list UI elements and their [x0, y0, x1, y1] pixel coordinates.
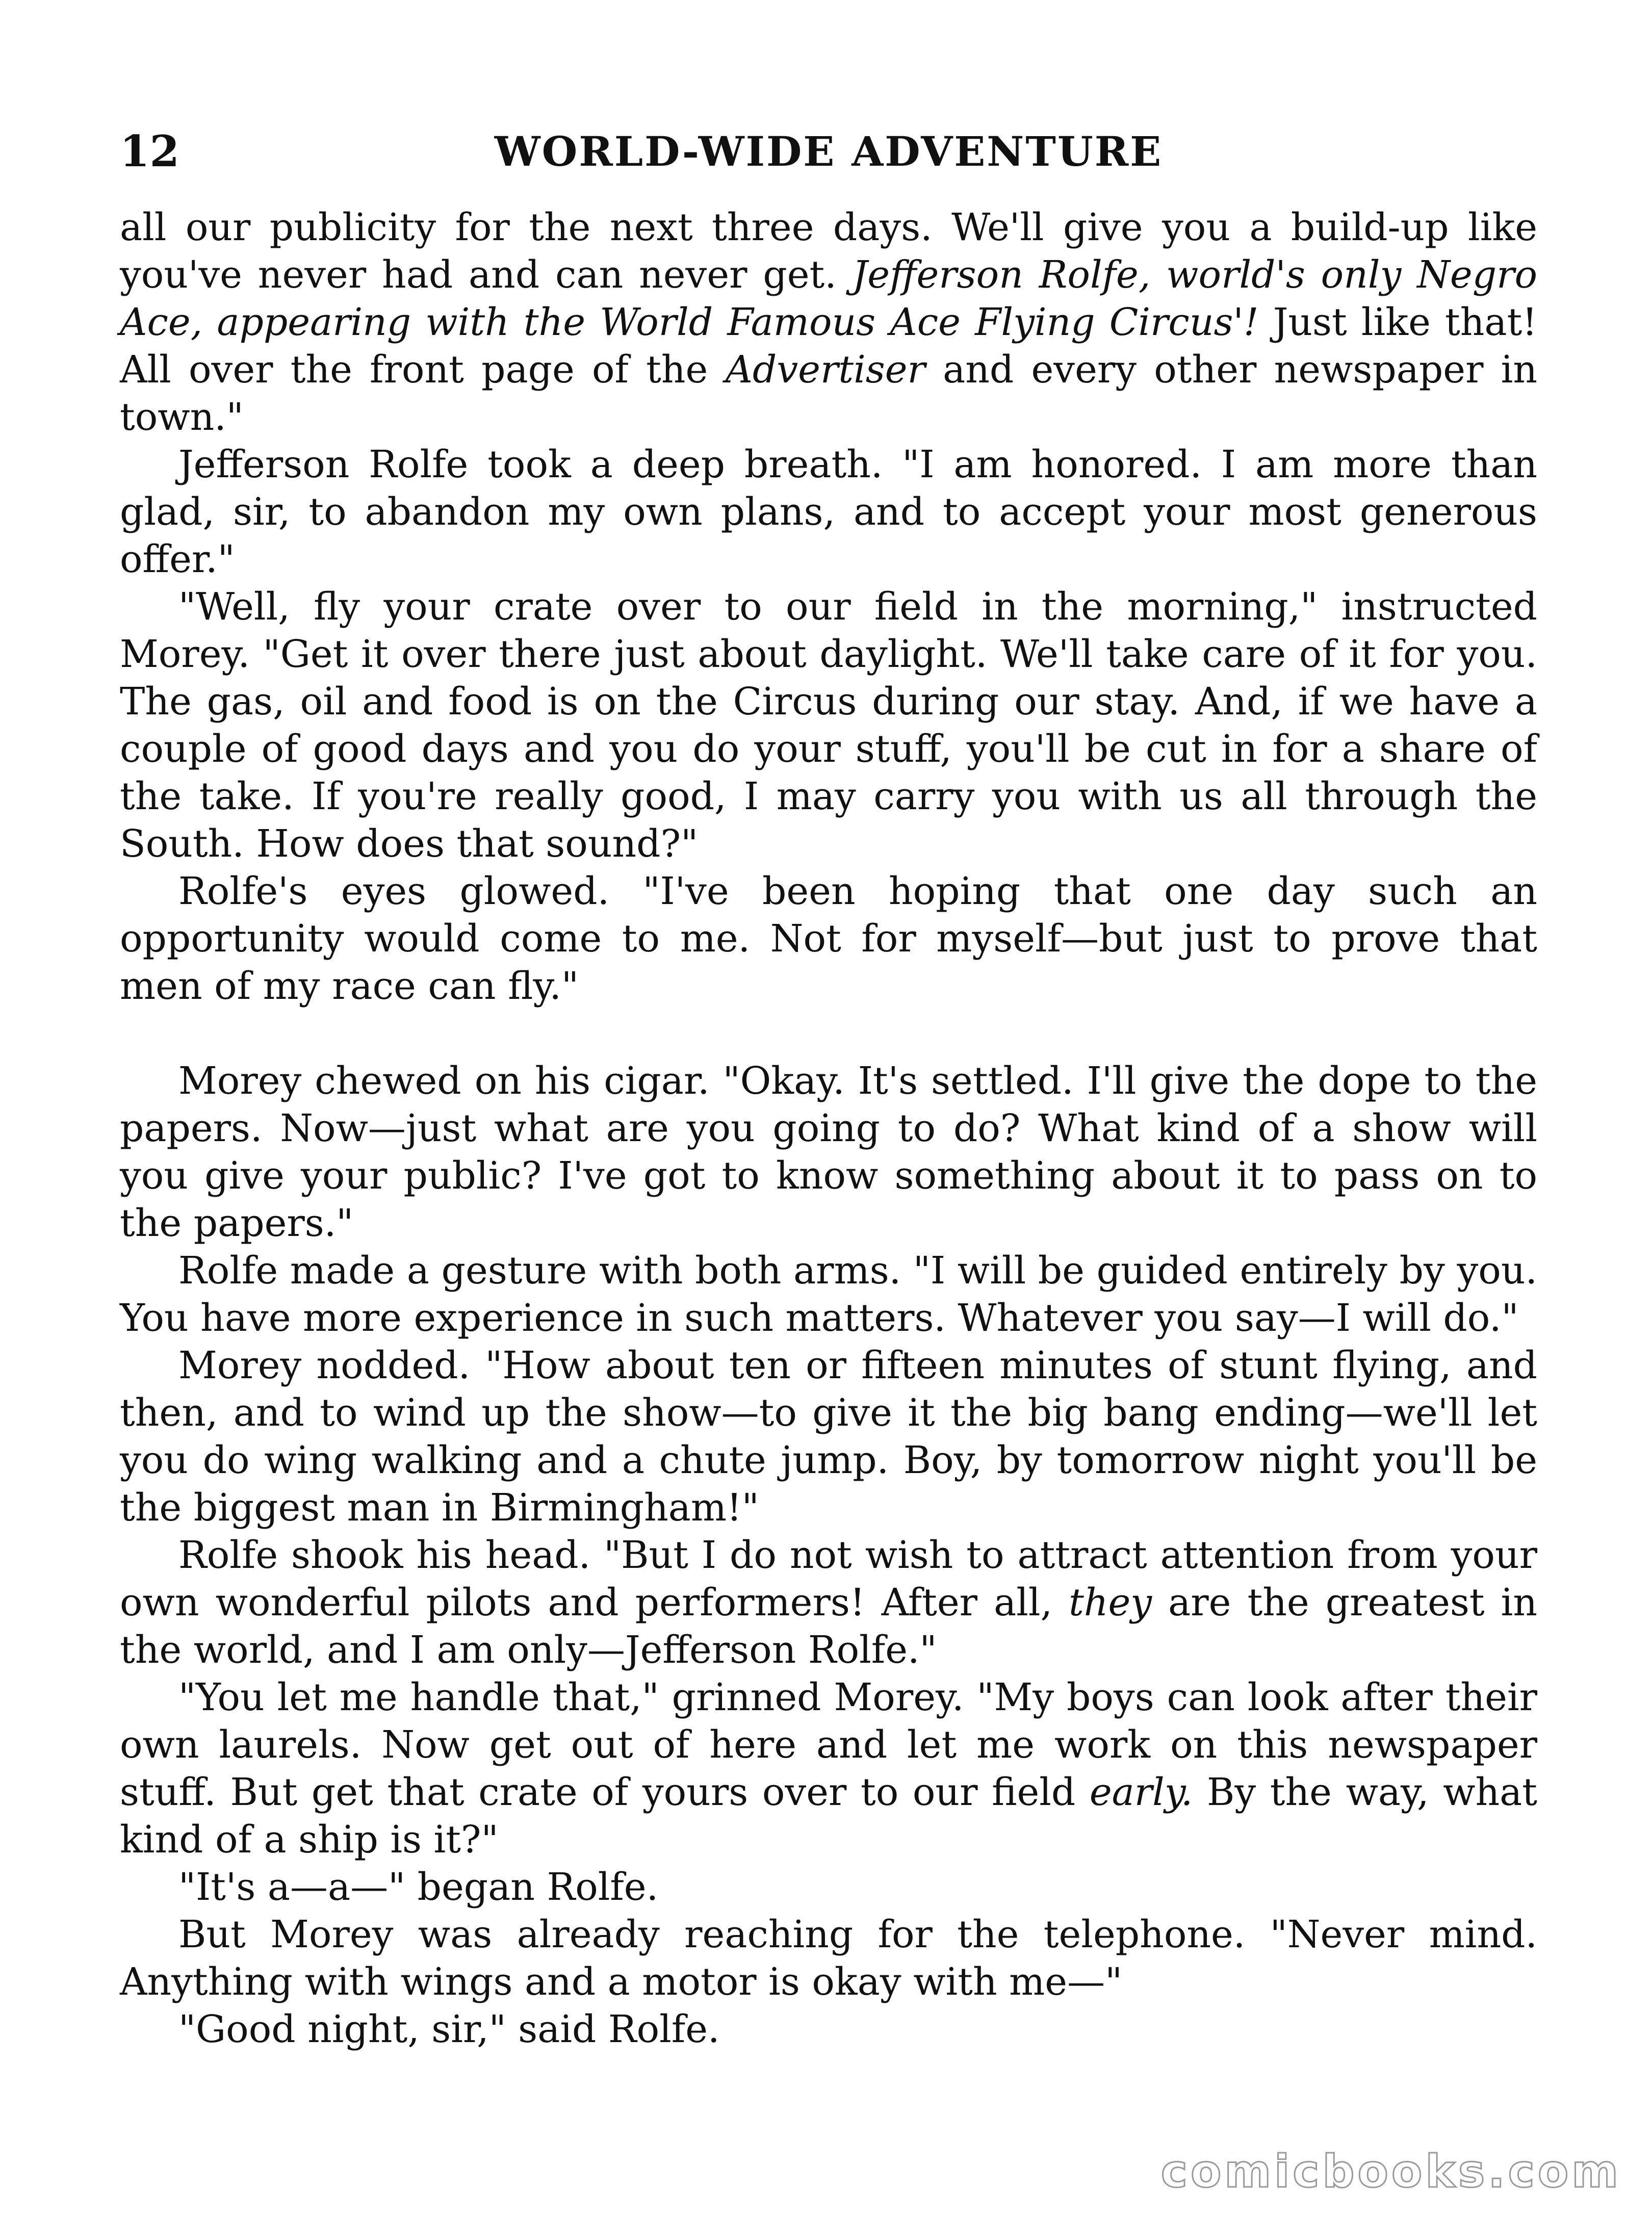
paragraph: But Morey was already reaching for the telephone. "Never mind. Anything with wings and a motor is okay with me—": [120, 1913, 1537, 2004]
body-text: [120, 204, 1537, 2053]
watermark-logo: comicbooks.com: [1160, 2145, 1621, 2198]
paragraph: "Good night, sir," said Rolfe.: [178, 2007, 720, 2051]
paragraph: all our publicity for the next three days. We'll give you a build-up like you've never had and can never get. Jefferson Rolfe, world's only Negro Ace, appearing with the World Famous Ace Flying Circus'! Just like that! All over the front page of the Advertiser and every other newspaper in town.": [120, 205, 1538, 439]
page-number: 12: [120, 126, 179, 176]
paragraph: "You let me handle that," grinned Morey. "My boys can look after their own laurels. Now get out of here and let me work on this newspaper stuff. But get that crate of yours over to our field early. By the way, what kind of a ship is it?": [120, 1675, 1537, 1862]
paragraph: "It's a—a—" began Rolfe.: [178, 1865, 659, 1909]
paragraph: Rolfe made a gesture with both arms. "I will be guided entirely by you. You have more experience in such matters. Whatever you say—I will do.": [120, 1249, 1537, 1340]
page-header: [120, 118, 1537, 185]
running-title: WORLD-WIDE ADVENTURE: [494, 127, 1163, 175]
paragraph: Rolfe shook his head. "But I do not wish to attract attention from your own wonderful pilots and performers! After all, they are the greatest in the world, and I am only—Jefferson Rolfe.": [120, 1533, 1537, 1672]
paragraph: Rolfe's eyes glowed. "I've been hoping that one day such an opportunity would come to me. Not for myself—but just to prove that men of my race can fly.": [120, 869, 1537, 1008]
paragraph: "Well, fly your crate over to our field in the morning," instructed Morey. "Get it over there just about daylight. We'll take care of it for you. The gas, oil and food is on the Circus during our stay. And, if we have a couple of good days and you do your stuff, you'll be cut in for a share of the take. If you're really good, I may carry you with us all through the South. How does that sound?": [120, 585, 1537, 866]
paragraph: Morey chewed on his cigar. "Okay. It's settled. I'll give the dope to the papers. Now—just what are you going to do? What kind of a show will you give your public? I've got to know something about it to pass on to the papers.": [120, 1059, 1537, 1245]
paragraph: Morey nodded. "How about ten or fifteen minutes of stunt flying, and then, and to wind up the show—to give it the big bang ending—we'll let you do wing walking and a chute jump. Boy, by tomorrow night you'll be the biggest man in Birmingham!": [120, 1344, 1537, 1530]
paragraph: Jefferson Rolfe took a deep breath. "I am honored. I am more than glad, sir, to abandon my own plans, and to accept your most generous offer.": [120, 443, 1537, 581]
